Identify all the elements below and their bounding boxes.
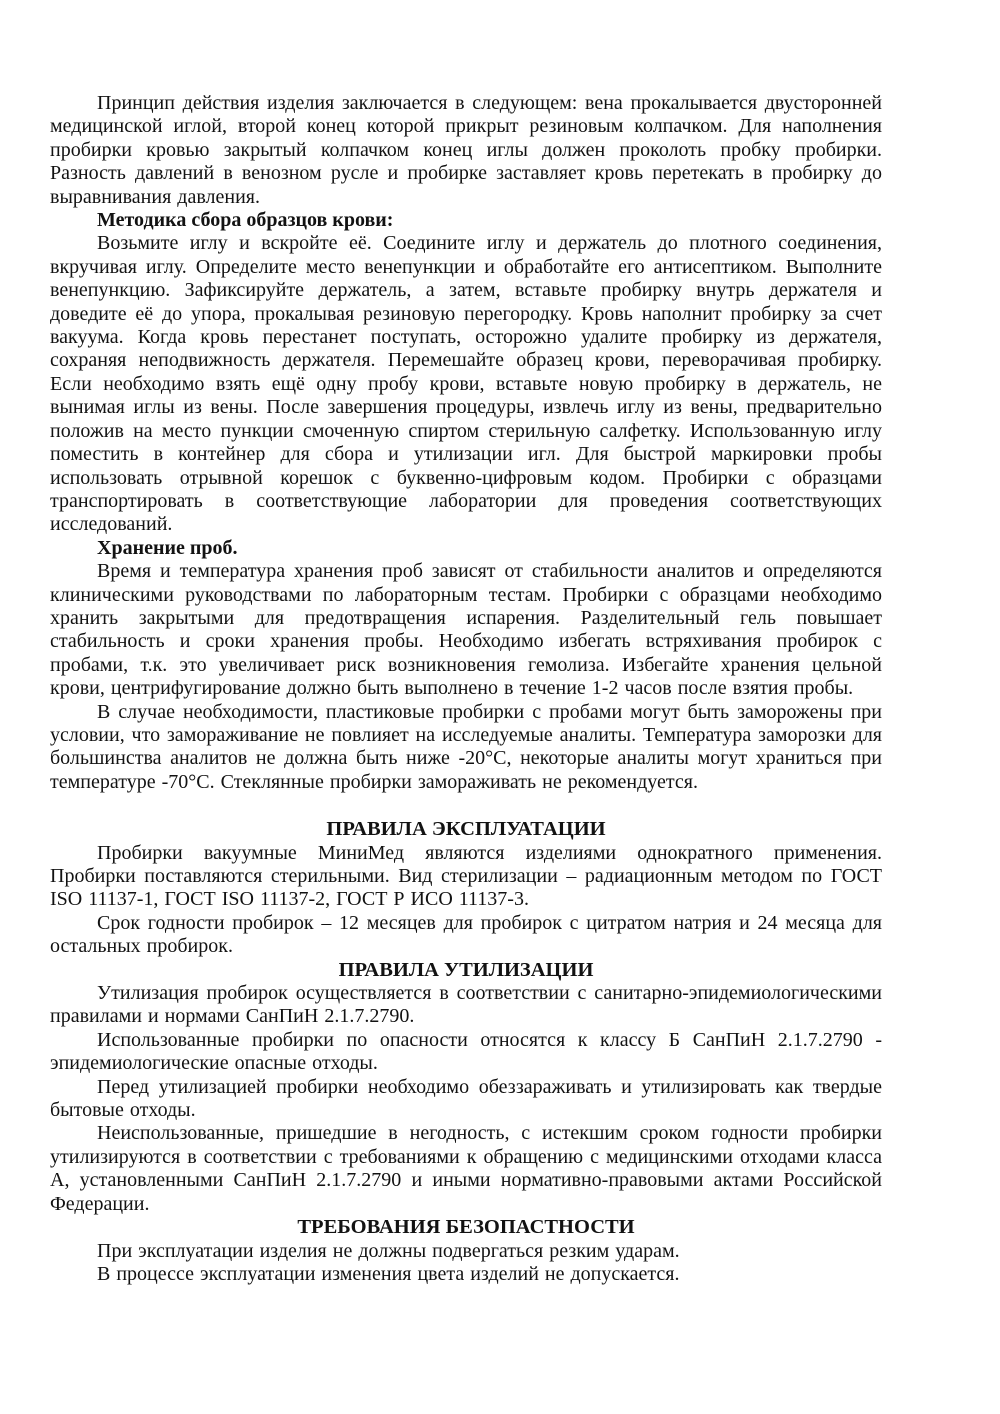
- section-heading-disposal-rules: ПРАВИЛА УТИЛИЗАЦИИ: [338, 958, 594, 981]
- paragraph-freezing: В случае необходимости, пластиковые пробирки с пробами могут быть заморожены при условии, что замораживание не повлияет на исследуемые аналиты. Температура заморозки для большинства аналитов не должна быть ниже -20°С, некоторые аналиты могут храниться при температуре -70°С. Стеклянные пробирки замораживать не рекомендуется.: [50, 700, 882, 793]
- paragraph-no-color-change: В процессе эксплуатации изменения цвета изделий не допускается.: [97, 1262, 680, 1285]
- paragraph-unused-tubes-class-a: Неиспользованные, пришедшие в негодность, с истекшим сроком годности пробирки утилизируются в соответствии с требованиями к обращению с медицинскими отходами класса А, установленными СанПиН 2.1.7.2790 и иными нормативно-правовыми актами Российской Федерации.: [50, 1122, 882, 1215]
- paragraph-single-use-sterilization: Пробирки вакуумные МиниМед являются изделиями однократного применения. Пробирки поставляются стерильными. Вид стерилизации – радиационным методом по ГОСТ ISO 11137-1, ГОСТ ISO 11137-2, ГОСТ Р ИСО 11137-3.: [50, 841, 882, 911]
- paragraph-principle: Принцип действия изделия заключается в следующем: вена прокалывается двусторонней медицинской иглой, второй конец которой прикрыт резиновым колпачком. Для наполнения пробирки кровью закрытый колпачком конец иглы должен проколоть пробку пробирки. Разность давлений в венозном русле и пробирке заставляет кровь перетекать в пробирку до выравнивания давления.: [50, 92, 882, 208]
- section-heading-operation-rules: ПРАВИЛА ЭКСПЛУАТАЦИИ: [326, 818, 606, 841]
- paragraph-used-tubes-class-b: Использованные пробирки по опасности относятся к классу Б СанПиН 2.1.7.2790 - эпидемиологические опасные отходы.: [50, 1028, 882, 1075]
- section-heading-safety-requirements: ТРЕБОВАНИЯ БЕЗОПАСТНОСТИ: [297, 1216, 635, 1239]
- heading-blood-sampling-method: Методика сбора образцов крови:: [97, 209, 394, 232]
- heading-sample-storage: Хранение проб.: [97, 536, 238, 559]
- paragraph-no-sharp-impacts: При эксплуатации изделия не должны подвергаться резким ударам.: [97, 1239, 680, 1262]
- paragraph-decontamination: Перед утилизацией пробирки необходимо обеззараживать и утилизировать как твердые бытовые отходы.: [50, 1075, 882, 1122]
- paragraph-shelf-life: Срок годности пробирок – 12 месяцев для пробирок с цитратом натрия и 24 месяца для остальных пробирок.: [50, 911, 882, 958]
- paragraph-storage-conditions: Время и температура хранения проб зависят от стабильности аналитов и определяются клиническими руководствами по лабораторным тестам. Пробирки с образцами необходимо хранить закрытыми для предотвращения испарения. Разделительный гель повышает стабильность и сроки хранения пробы. Необходимо избегать встряхивания пробирок с пробами, т.к. это увеличивает риск возникновения гемолиза. Избегайте хранения цельной крови, центрифугирование должно быть выполнено в течение 1-2 часов после взятия пробы.: [50, 560, 882, 700]
- paragraph-disposal-sanpin: Утилизация пробирок осуществляется в соответствии с санитарно-эпидемиологическими правилами и нормами СанПиН 2.1.7.2790.: [50, 982, 882, 1028]
- paragraph-sampling-procedure: Возьмите иглу и вскройте её. Соедините иглу и держатель до плотного соединения, вкручивая иглу. Определите место венепункции и обработайте его антисептиком. Выполните венепункцию. Зафиксируйте держатель, а затем, вставьте пробирку внутрь держателя и доведите её до упора, прокалывая резиновую перегородку. Кровь наполнит пробирку за счет вакуума. Когда кровь перестанет поступать, осторожно удалите пробирку из держателя, сохраняя неподвижность держателя. Перемешайте образец крови, переворачивая пробирку. Если необходимо взять ещё одну пробу крови, вставьте новую пробирку в держатель, не вынимая иглы из вены. После завершения процедуры, извлечь иглу из вены, предварительно положив на место пункции смоченную спиртом стерильную салфетку. Использованную иглу поместить в контейнер для сбора и утилизации игл. Для быстрой маркировки пробы использовать отрывной корешок с буквенно-цифровым кодом. Пробирки с образцами транспортировать в соответствующие лаборатории для проведения соответствующих исследований.: [50, 232, 882, 536]
